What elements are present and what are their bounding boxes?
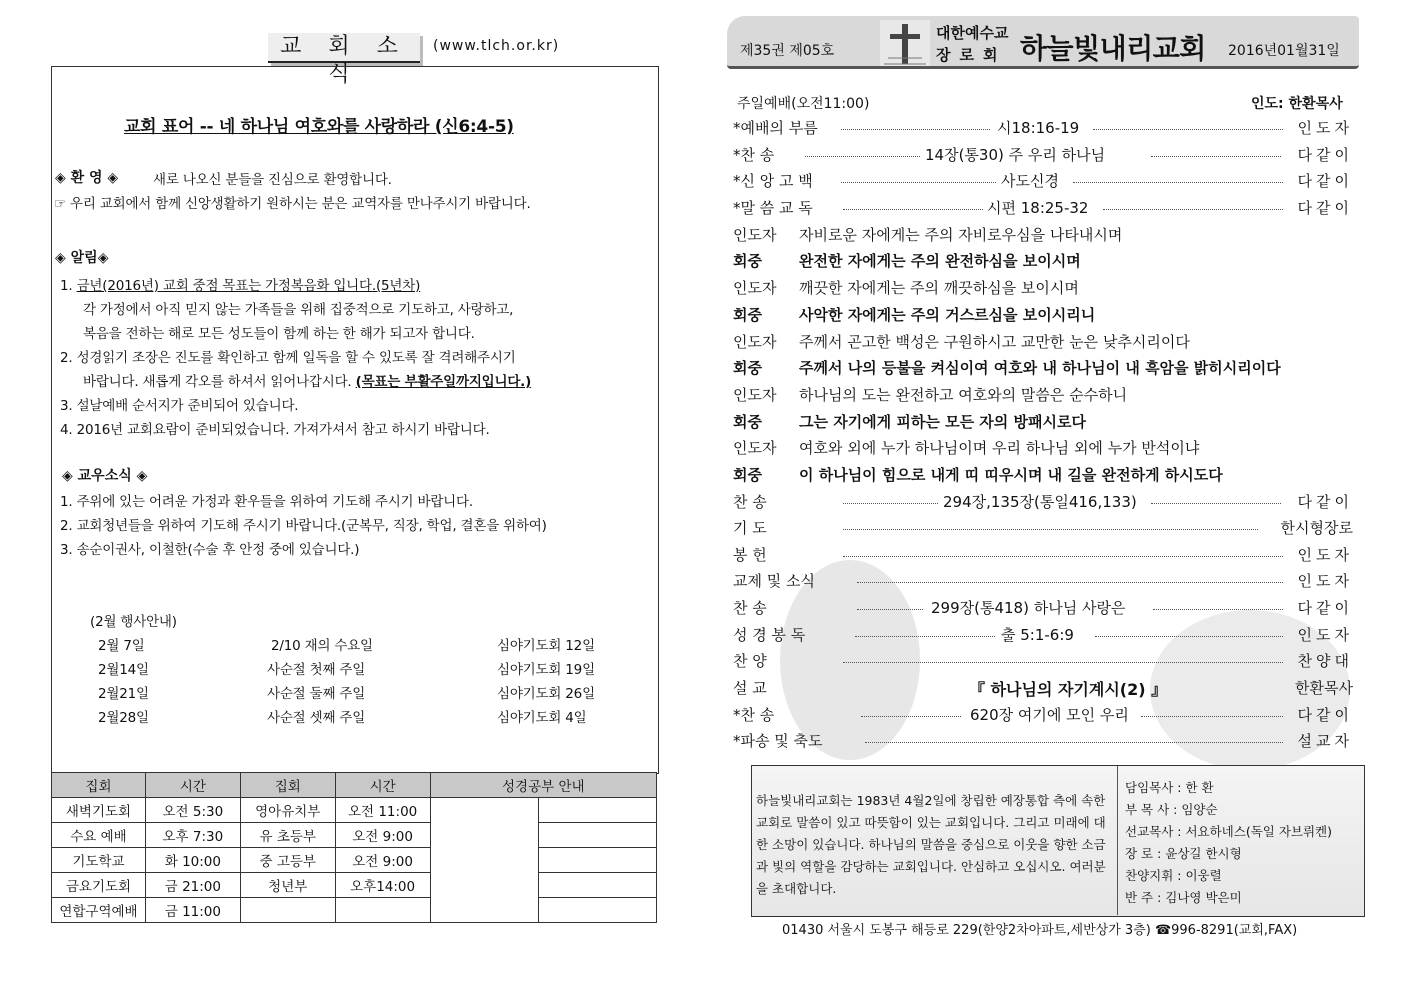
order-item (733, 597, 1353, 623)
order-item-name: *찬 송 (733, 706, 775, 724)
reader-role: 인도자 (733, 439, 777, 457)
responsive-line (733, 464, 1223, 485)
reader-role: 회중 (733, 359, 762, 377)
notice-2-line2 (83, 370, 531, 390)
event-extra: 심야기도회 19일 (497, 662, 595, 678)
table-row (52, 823, 657, 848)
table-row (52, 798, 657, 823)
table-cell: 중 고등부 (240, 848, 335, 873)
bible-study-cell (539, 898, 657, 923)
meeting-schedule-table (51, 772, 657, 923)
table-cell: 새벽기도회 (52, 798, 146, 823)
responsive-line (733, 357, 1281, 378)
order-item-content: 사도신경 (1001, 172, 1059, 190)
reader-role: 회중 (733, 306, 762, 324)
dotted-leader (1073, 182, 1283, 183)
notice-1-num: 1. (60, 278, 77, 294)
responsive-line (733, 384, 1127, 405)
website-link[interactable]: (www.tlch.or.kr) (433, 38, 560, 54)
order-item (733, 144, 1353, 170)
order-item (733, 624, 1353, 650)
dotted-leader (1141, 716, 1283, 717)
dotted-leader (843, 529, 1258, 530)
table-cell: 금요기도회 (52, 873, 146, 898)
order-item (733, 197, 1353, 223)
table-row (52, 848, 657, 873)
column-header: 집회 (52, 773, 146, 798)
dotted-leader (841, 129, 1016, 130)
dotted-leader (841, 182, 996, 183)
order-item-person: 인도자 (1297, 572, 1353, 590)
dotted-leader (843, 503, 938, 504)
table-cell: 영아유치부 (240, 798, 335, 823)
prayer-3: 3. 송순이권사, 이철한(수술 후 안정 중에 있습니다.) (60, 542, 360, 558)
order-item (733, 570, 1353, 596)
responsive-line (733, 331, 1190, 352)
order-item-person: 한환목사 (1295, 679, 1353, 697)
order-item (733, 544, 1353, 570)
welcome-line2: ☞ 우리 교회에서 함께 신앙생활하기 원하시는 분은 교역자를 만나주시기 바랍니다. (54, 196, 531, 212)
staff-line: 부 목 사 : 임양순 (1125, 802, 1218, 817)
staff-line: 선교목사 : 서요하네스(독일 자브뤼켄) (1125, 824, 1333, 839)
staff-line: 장 로 : 윤상길 한시형 (1125, 846, 1242, 861)
table-cell: 오전 11:00 (335, 798, 430, 823)
reading-text: 그는 자기에게 피하는 모든 자의 방패시로다 (799, 413, 1086, 431)
table-row (52, 873, 657, 898)
notice-1-line3: 복음을 전하는 해로 모든 성도들이 함께 하는 한 해가 되고자 합니다. (83, 326, 475, 342)
bible-study-cell (539, 798, 657, 823)
responsive-line (733, 224, 1122, 245)
church-intro-text: 하늘빛내리교회는 1983년 4월2일에 창립한 예장통합 측에 속한 교회로 말씀이 있고 따뜻함이 있는 교회입니다. 그리고 미래에 대한 소망이 있습니다. 하나님의 말씀을 중심으로 이웃을 향한 소금과 빛의 역할을 감당하는 교회입니다. 안심하고 오십시오. 여러분을 초대합니다. (756, 793, 1106, 896)
order-item (733, 117, 1353, 143)
dotted-leader (1095, 636, 1283, 637)
table-cell: 오후14:00 (335, 873, 430, 898)
staff-line: 찬양지휘 : 이웅렬 (1125, 868, 1222, 883)
order-item (733, 491, 1353, 517)
dotted-leader (857, 582, 1283, 583)
dotted-leader (1093, 129, 1283, 130)
order-item-person: 다같이 (1297, 199, 1353, 217)
order-item-content: 294장,135장(통일416,133) (943, 493, 1137, 511)
notice-3: 3. 설날예배 순서지가 준비되어 있습니다. (60, 398, 299, 414)
order-item (733, 704, 1353, 730)
order-item-name: *파송 및 축도 (733, 732, 823, 750)
prayer-heading: ◈ 교우소식 ◈ (62, 468, 148, 484)
order-item-name: 찬 양 (733, 652, 767, 670)
table-cell: 연합구역예배 (52, 898, 146, 923)
table-cell: 오전 5:30 (145, 798, 240, 823)
table-cell: 오전 9:00 (335, 823, 430, 848)
table-cell: 금 21:00 (145, 873, 240, 898)
notice-2-goal: (목표는 부활주일까지입니다.) (355, 374, 532, 390)
dotted-leader (1153, 609, 1283, 610)
notice-1-line2: 각 가정에서 아직 믿지 않는 가족들을 위해 집중적으로 기도하고, 사랑하고, (83, 302, 514, 318)
table-cell (240, 898, 335, 923)
order-item-content: 14장(통30) 주 우리 하나님 (925, 146, 1106, 164)
order-item-person: 한시형장로 (1280, 519, 1353, 537)
event-extra: 심야기도회 26일 (497, 686, 595, 702)
reading-text: 완전한 자에게는 주의 완전하심을 보이시며 (799, 252, 1081, 270)
reading-text: 주께서 나의 등불을 켜심이여 여호와 내 하나님이 내 흑암을 밝히시리이다 (799, 359, 1281, 377)
responsive-line (733, 277, 1079, 298)
responsive-line (733, 250, 1081, 271)
dotted-leader (865, 742, 1283, 743)
issue-date: 2016년01월31일 (1228, 43, 1340, 59)
event-date: 2월14일 (98, 662, 149, 678)
order-item-name: 기 도 (733, 519, 767, 537)
reading-text: 자비로운 자에게는 주의 자비로우심을 나타내시며 (799, 226, 1123, 244)
staff-line: 반 주 : 김나영 박은미 (1125, 890, 1242, 905)
table-header-row (52, 773, 657, 798)
order-item-content: 출 5:1-6:9 (1001, 626, 1074, 644)
order-item-content: 620장 여기에 모인 우리 (970, 706, 1129, 724)
event-date: 2월28일 (98, 710, 149, 726)
reader-role: 인도자 (733, 279, 777, 297)
prayer-2: 2. 교회청년들을 위하여 기도해 주시기 바랍니다.(군복무, 직장, 학업, 결혼을 위하여) (60, 518, 547, 534)
dotted-leader (805, 156, 920, 157)
order-item-name: 성 경 봉 독 (733, 626, 806, 644)
table-cell (335, 898, 430, 923)
dotted-leader (857, 609, 923, 610)
denomination-line2: 장로회 (936, 46, 1007, 64)
dotted-leader (843, 556, 1283, 557)
dotted-leader (1151, 156, 1281, 157)
column-header: 성경공부 안내 (430, 773, 656, 798)
volume-number: 제35권 제05호 (740, 43, 835, 59)
table-cell: 청년부 (240, 873, 335, 898)
section-title: 교 회 소 식 (268, 33, 420, 63)
church-name: 하늘빛내리교회 (1020, 32, 1206, 65)
order-item-person: 인도자 (1297, 626, 1353, 644)
info-divider (1117, 766, 1118, 915)
order-item-person: 찬양대 (1297, 652, 1353, 670)
cross-logo-icon (880, 20, 930, 66)
order-item-person: 다같이 (1297, 146, 1353, 164)
table-cell: 금 11:00 (145, 898, 240, 923)
order-item-name: 교제 및 소식 (733, 572, 815, 590)
bible-study-cell (539, 873, 657, 898)
order-item-person: 설교자 (1297, 732, 1353, 750)
reader-role: 회중 (733, 466, 762, 484)
church-address: 01430 서울시 도봉구 해등로 229(한양2차아파트,세반상가 3층) ☎996-8291(교회,FAX) (782, 923, 1298, 938)
order-item-content: 299장(통418) 하나님 사랑은 (931, 599, 1126, 617)
order-item-person: 다같이 (1297, 172, 1353, 190)
order-item-person: 인도자 (1297, 119, 1353, 137)
table-cell: 오전 9:00 (335, 848, 430, 873)
responsive-line (733, 411, 1086, 432)
table-cell: 수요 예배 (52, 823, 146, 848)
dotted-leader (861, 716, 961, 717)
reader-role: 인도자 (733, 333, 777, 351)
welcome-text: 새로 나오신 분들을 진심으로 환영합니다. (153, 172, 392, 188)
prayer-1: 1. 주위에 있는 어려운 가정과 환우들을 위하여 기도해 주시기 바랍니다. (60, 494, 473, 510)
event-date: 2월 7일 (98, 638, 145, 654)
event-extra: 심야기도회 4일 (497, 710, 587, 726)
order-item-content: 시18:16-19 (991, 117, 1085, 138)
reader-role: 회중 (733, 413, 762, 431)
column-header: 시간 (335, 773, 430, 798)
dotted-leader (1103, 209, 1283, 210)
dotted-leader (843, 662, 1283, 663)
order-item (733, 650, 1353, 676)
event-date: 2월21일 (98, 686, 149, 702)
notice-2-line1: 2. 성경읽기 조장은 진도를 확인하고 함께 일독을 할 수 있도록 잘 격려해주시기 (60, 350, 516, 366)
order-item-name: *찬 송 (733, 146, 775, 164)
notice-4: 4. 2016년 교회요람이 준비되었습니다. 가져가셔서 참고 하시기 바랍니다. (60, 422, 490, 438)
order-item-name: *예배의 부름 (733, 119, 818, 137)
order-item-person: 인도자 (1297, 546, 1353, 564)
table-row (52, 898, 657, 923)
notice-heading: ◈ 알림◈ (55, 250, 109, 266)
event-name: 2/10 재의 수요일 (271, 638, 373, 654)
dotted-leader (855, 636, 995, 637)
table-cell: 화 10:00 (145, 848, 240, 873)
event-extra: 심야기도회 12일 (497, 638, 595, 654)
event-name: 사순절 둘째 주일 (267, 686, 366, 702)
order-item-name: 설 교 (733, 679, 767, 697)
church-motto: 교회 표어 -- 네 하나님 여호와를 사랑하라 (신6:4-5) (124, 117, 514, 137)
order-item-person: 다같이 (1297, 493, 1353, 511)
reading-text: 여호와 외에 누가 하나님이며 우리 하나님 외에 누가 반석이냐 (799, 439, 1200, 457)
notice-1 (60, 274, 420, 294)
order-item (733, 170, 1353, 196)
dotted-leader (843, 209, 983, 210)
reading-text: 하나님의 도는 완전하고 여호와의 말씀은 순수하니 (799, 386, 1128, 404)
staff-line: 담임목사 : 한 환 (1125, 780, 1214, 795)
order-item-name: *신 앙 고 백 (733, 172, 813, 190)
events-title: (2월 행사안내) (90, 614, 177, 630)
reading-text: 주께서 곤고한 백성은 구원하시고 교만한 눈은 낮추시리이다 (799, 333, 1190, 351)
responsive-line (733, 304, 1095, 325)
event-name: 사순절 셋째 주일 (267, 710, 366, 726)
reader-role: 회중 (733, 252, 762, 270)
worship-leader: 인도: 한환목사 (1251, 96, 1343, 112)
reading-text: 이 하나님이 힘으로 내게 띠 띠우시며 내 길을 완전하게 하시도다 (799, 466, 1223, 484)
reader-role: 인도자 (733, 386, 777, 404)
order-item (733, 517, 1353, 543)
dotted-leader (1151, 503, 1281, 504)
bible-study-cell (539, 823, 657, 848)
column-header: 시간 (145, 773, 240, 798)
table-cell: 오후 7:30 (145, 823, 240, 848)
order-item (733, 730, 1353, 756)
order-item-person: 다같이 (1297, 599, 1353, 617)
reading-text: 사악한 자에게는 주의 거스르심을 보이시리니 (799, 306, 1096, 324)
responsive-line (733, 437, 1199, 458)
column-header: 집회 (240, 773, 335, 798)
bible-study-cell (539, 848, 657, 873)
order-item-person: 다같이 (1297, 706, 1353, 724)
order-item-content: 시편 18:25-32 (987, 199, 1089, 217)
welcome-heading: ◈ 환 영 ◈ (55, 170, 119, 186)
reading-text: 깨끗한 자에게는 주의 깨끗하심을 보이시며 (799, 279, 1079, 297)
order-item-name: 찬 송 (733, 493, 767, 511)
worship-time: 주일예배(오전11:00) (737, 96, 870, 112)
order-item-name: *말 씀 교 독 (733, 199, 813, 217)
notice-2-text: 바랍니다. 새롭게 각오를 하셔서 읽어나갑시다. (83, 374, 352, 390)
reader-role: 인도자 (733, 226, 777, 244)
bible-study-cell (430, 798, 539, 923)
table-cell: 기도학교 (52, 848, 146, 873)
notice-1-text: 금년(2016년) 교회 중점 목표는 가정복음화 입니다.(5년차) (76, 278, 421, 294)
sermon-title: 『 하나님의 자기계시(2) 』 (969, 680, 1168, 699)
event-name: 사순절 첫째 주일 (267, 662, 366, 678)
order-item-name: 찬 송 (733, 599, 767, 617)
order-item (733, 677, 1353, 703)
denomination-line1: 대한예수교 (936, 24, 1009, 42)
table-cell: 유 초등부 (240, 823, 335, 848)
order-item-name: 봉 헌 (733, 546, 767, 564)
